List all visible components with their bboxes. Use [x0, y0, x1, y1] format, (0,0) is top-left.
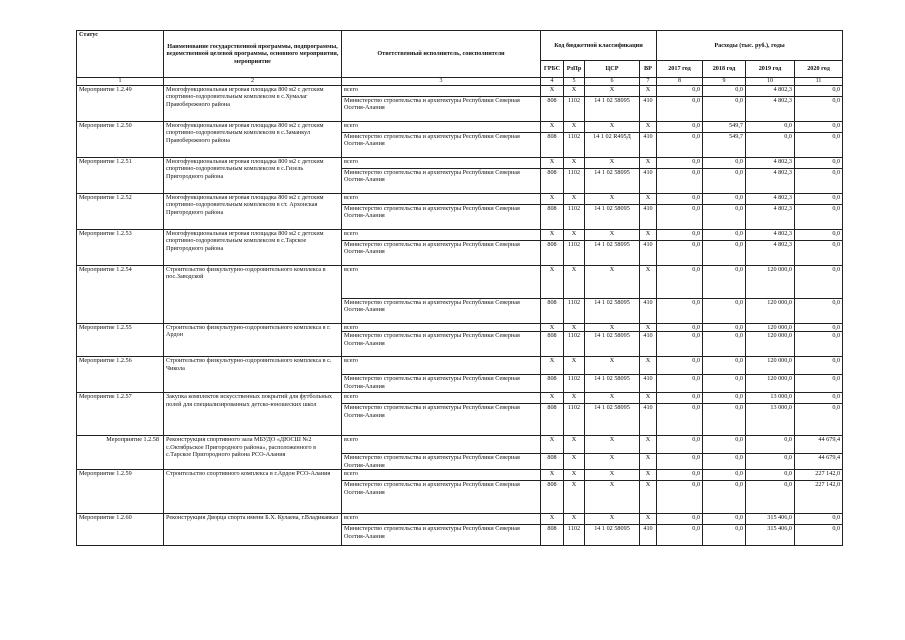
expense-2018-cell: 0,0 [703, 299, 746, 324]
expense-2020-cell: 0,0 [795, 525, 843, 546]
kbk-csr-cell: 14 1 02 58095 [585, 375, 640, 393]
expense-2020-cell: 0,0 [795, 158, 843, 169]
kbk-vr-cell: X [640, 324, 657, 332]
kbk-rzpr-cell: X [564, 158, 585, 169]
header-kbk: Код бюджетной классификации [541, 31, 657, 61]
kbk-rzpr-cell: 1102 [564, 332, 585, 357]
expense-2020-cell: 0,0 [795, 393, 843, 404]
kbk-grbs-cell: 808 [541, 481, 564, 514]
column-number: 5 [564, 78, 585, 86]
activity-total-row [77, 436, 843, 454]
activity-name-cell: Строительство физкультурно-оздоровительного комплекса в пос.Заводской [164, 266, 342, 324]
executor-cell: Министерство строительства и архитектуры Республики Северная Осетия-Алания [342, 375, 541, 393]
expense-2020-cell: 0,0 [795, 194, 843, 205]
kbk-rzpr-cell: X [564, 470, 585, 481]
expense-2020-cell: 0,0 [795, 332, 843, 357]
activities-body [77, 86, 843, 546]
column-number: 3 [342, 78, 541, 86]
expense-2018-cell: 0,0 [703, 266, 746, 299]
kbk-csr-cell: 14 1 02 58095 [585, 404, 640, 436]
expense-2019-cell: 120 000,0 [746, 357, 795, 375]
header-csr: ЦСР [585, 61, 640, 78]
column-number: 10 [746, 78, 795, 86]
kbk-csr-cell: 14 1 02 58095 [585, 205, 640, 230]
header-grbs: ГРБС [541, 61, 564, 78]
kbk-rzpr-cell: 1102 [564, 133, 585, 158]
kbk-rzpr-cell: X [564, 436, 585, 454]
expense-2019-cell: 120 000,0 [746, 324, 795, 332]
activity-name-cell: Закупка комплектов искусственных покрытий для футбольных полей для специализированных детско-юношеских школ [164, 393, 342, 436]
kbk-csr-cell: X [585, 436, 640, 454]
executor-cell: всего [342, 158, 541, 169]
budget-table [76, 30, 843, 546]
activity-status-cell: Мероприятие 1.2.53 [77, 230, 164, 266]
expense-2020-cell: 0,0 [795, 404, 843, 436]
kbk-csr-cell: X [585, 324, 640, 332]
activity-total-row [77, 393, 843, 404]
expense-2020-cell: 227 142,0 [795, 470, 843, 481]
expense-2017-cell: 0,0 [657, 324, 703, 332]
executor-cell: всего [342, 357, 541, 375]
expense-2019-cell: 13 000,0 [746, 393, 795, 404]
kbk-csr-cell: X [585, 230, 640, 241]
expense-2019-cell: 4 802,3 [746, 158, 795, 169]
kbk-vr-cell: X [640, 454, 657, 470]
expense-2018-cell: 0,0 [703, 393, 746, 404]
kbk-csr-cell: 14 1 02 58095 [585, 241, 640, 266]
kbk-vr-cell: X [640, 436, 657, 454]
expense-2017-cell: 0,0 [657, 375, 703, 393]
activity-name-cell: Многофункциональная игровая площадка 800 м2 с детским спортивно-оздоровительным комплексом в с.Тарское Пригородного района [164, 230, 342, 266]
kbk-grbs-cell: 808 [541, 375, 564, 393]
expense-2019-cell: 120 000,0 [746, 375, 795, 393]
executor-cell: Министерство строительства и архитектуры Республики Северная Осетия-Алания [342, 454, 541, 470]
kbk-vr-cell: X [640, 357, 657, 375]
kbk-vr-cell: 410 [640, 375, 657, 393]
kbk-vr-cell: X [640, 158, 657, 169]
kbk-csr-cell: 14 1 02 R495Д [585, 133, 640, 158]
kbk-grbs-cell: X [541, 470, 564, 481]
activity-status-cell: Мероприятие 1.2.49 [77, 86, 164, 122]
expense-2018-cell: 0,0 [703, 436, 746, 454]
expense-2019-cell: 0,0 [746, 122, 795, 133]
expense-2019-cell: 0,0 [746, 436, 795, 454]
expense-2020-cell: 0,0 [795, 241, 843, 266]
header-2020: 2020 год [795, 61, 843, 78]
executor-cell: всего [342, 324, 541, 332]
expense-2017-cell: 0,0 [657, 393, 703, 404]
kbk-grbs-cell: 808 [541, 454, 564, 470]
expense-2019-cell: 120 000,0 [746, 266, 795, 299]
expense-2019-cell: 4 802,3 [746, 86, 795, 97]
kbk-vr-cell: X [640, 393, 657, 404]
executor-cell: всего [342, 470, 541, 481]
kbk-grbs-cell: 808 [541, 332, 564, 357]
kbk-rzpr-cell: X [564, 266, 585, 299]
kbk-rzpr-cell: X [564, 194, 585, 205]
expense-2017-cell: 0,0 [657, 241, 703, 266]
executor-cell: всего [342, 194, 541, 205]
expense-2019-cell: 0,0 [746, 481, 795, 514]
column-number: 11 [795, 78, 843, 86]
expense-2017-cell: 0,0 [657, 514, 703, 525]
activity-total-row [77, 324, 843, 332]
expense-2019-cell: 0,0 [746, 470, 795, 481]
expense-2017-cell: 0,0 [657, 97, 703, 122]
expense-2017-cell: 0,0 [657, 86, 703, 97]
kbk-rzpr-cell: X [564, 324, 585, 332]
kbk-csr-cell: X [585, 122, 640, 133]
expense-2018-cell: 0,0 [703, 357, 746, 375]
header-status: Статус [77, 31, 164, 78]
kbk-csr-cell: X [585, 158, 640, 169]
kbk-vr-cell: 410 [640, 169, 657, 194]
kbk-rzpr-cell: X [564, 481, 585, 514]
kbk-rzpr-cell: 1102 [564, 97, 585, 122]
activity-name-cell: Многофункциональная игровая площадка 800 м2 с детским спортивно-оздоровительным комплексом в с.Заманкул Правобережного района [164, 122, 342, 158]
kbk-csr-cell: X [585, 194, 640, 205]
expense-2017-cell: 0,0 [657, 332, 703, 357]
column-number: 4 [541, 78, 564, 86]
executor-cell: всего [342, 514, 541, 525]
executor-cell: Министерство строительства и архитектуры Республики Северная Осетия-Алания [342, 332, 541, 357]
executor-cell: всего [342, 122, 541, 133]
kbk-rzpr-cell: 1102 [564, 241, 585, 266]
header-name: Наименование государственной программы, подпрограммы, ведомственной целевой программы, основного мероприятия, мероприятие [164, 31, 342, 78]
expense-2020-cell: 227 142,0 [795, 481, 843, 514]
expense-2020-cell: 0,0 [795, 122, 843, 133]
expense-2020-cell: 0,0 [795, 230, 843, 241]
activity-total-row [77, 470, 843, 481]
expense-2019-cell: 4 802,3 [746, 230, 795, 241]
expense-2017-cell: 0,0 [657, 525, 703, 546]
expense-2020-cell: 44 679,4 [795, 436, 843, 454]
activity-name-cell: Реконструкция Дворца спорта имени Б.Х. Кулаева, г.Владикавказ [164, 514, 342, 546]
kbk-rzpr-cell: X [564, 454, 585, 470]
activity-status-cell: Мероприятие 1.2.59 [77, 470, 164, 514]
activity-status-cell: Мероприятие 1.2.55 [77, 324, 164, 357]
expense-2018-cell: 0,0 [703, 169, 746, 194]
activity-name-cell: Многофункциональная игровая площадка 800 м2 с детским спортивно-оздоровительным комплексом в с.Гизель Пригородного района [164, 158, 342, 194]
executor-cell: всего [342, 393, 541, 404]
expense-2020-cell: 0,0 [795, 86, 843, 97]
kbk-vr-cell: 410 [640, 97, 657, 122]
expense-2018-cell: 0,0 [703, 332, 746, 357]
kbk-grbs-cell: 808 [541, 133, 564, 158]
kbk-csr-cell: X [585, 481, 640, 514]
header-expenses: Расходы (тыс. руб.), годы [657, 31, 843, 61]
column-number-row [77, 78, 843, 86]
activity-total-row [77, 230, 843, 241]
kbk-vr-cell: X [640, 514, 657, 525]
expense-2017-cell: 0,0 [657, 230, 703, 241]
expense-2019-cell: 4 802,3 [746, 241, 795, 266]
kbk-grbs-cell: X [541, 393, 564, 404]
kbk-grbs-cell: X [541, 436, 564, 454]
executor-cell: Министерство строительства и архитектуры Республики Северная Осетия-Алания [342, 404, 541, 436]
expense-2019-cell: 0,0 [746, 454, 795, 470]
executor-cell: всего [342, 436, 541, 454]
executor-cell: Министерство строительства и архитектуры Республики Северная Осетия-Алания [342, 481, 541, 514]
kbk-vr-cell: 410 [640, 205, 657, 230]
activity-name-cell: Строительство физкультурно-оздоровительного комплекса в г. Ардон [164, 324, 342, 357]
column-number: 1 [77, 78, 164, 86]
activity-total-row [77, 86, 843, 97]
kbk-grbs-cell: 808 [541, 205, 564, 230]
activity-total-row [77, 194, 843, 205]
kbk-grbs-cell: X [541, 194, 564, 205]
expense-2017-cell: 0,0 [657, 481, 703, 514]
expense-2019-cell: 120 000,0 [746, 299, 795, 324]
executor-cell: Министерство строительства и архитектуры Республики Северная Осетия-Алания [342, 241, 541, 266]
expense-2017-cell: 0,0 [657, 266, 703, 299]
expense-2018-cell: 0,0 [703, 404, 746, 436]
expense-2020-cell: 0,0 [795, 375, 843, 393]
expense-2020-cell: 0,0 [795, 299, 843, 324]
activity-status-cell: Мероприятие 1.2.50 [77, 122, 164, 158]
kbk-vr-cell: X [640, 230, 657, 241]
expense-2018-cell: 0,0 [703, 454, 746, 470]
kbk-grbs-cell: X [541, 357, 564, 375]
executor-cell: Министерство строительства и архитектуры Республики Северная Осетия-Алания [342, 299, 541, 324]
expense-2017-cell: 0,0 [657, 158, 703, 169]
kbk-csr-cell: 14 1 02 58095 [585, 169, 640, 194]
kbk-csr-cell: X [585, 357, 640, 375]
activity-status-cell: Мероприятие 1.2.56 [77, 357, 164, 393]
expense-2018-cell: 549,7 [703, 133, 746, 158]
kbk-csr-cell: 14 1 02 58095 [585, 97, 640, 122]
header-2018: 2018 год [703, 61, 746, 78]
expense-2018-cell: 0,0 [703, 158, 746, 169]
kbk-grbs-cell: 808 [541, 404, 564, 436]
executor-cell: всего [342, 266, 541, 299]
expense-2017-cell: 0,0 [657, 454, 703, 470]
expense-2020-cell: 0,0 [795, 133, 843, 158]
kbk-vr-cell: 410 [640, 133, 657, 158]
activity-total-row [77, 122, 843, 133]
executor-cell: Министерство строительства и архитектуры Республики Северная Осетия-Алания [342, 133, 541, 158]
kbk-vr-cell: X [640, 122, 657, 133]
kbk-vr-cell: X [640, 86, 657, 97]
expense-2018-cell: 0,0 [703, 97, 746, 122]
kbk-rzpr-cell: X [564, 122, 585, 133]
expense-2020-cell: 0,0 [795, 357, 843, 375]
activity-name-cell: Многофункциональная игровая площадка 800 м2 с детским спортивно-оздоровительным комплексом в ст. Архонская Пригородного района [164, 194, 342, 230]
kbk-csr-cell: X [585, 470, 640, 481]
kbk-vr-cell: X [640, 194, 657, 205]
kbk-csr-cell: X [585, 514, 640, 525]
expense-2020-cell: 0,0 [795, 324, 843, 332]
kbk-grbs-cell: X [541, 122, 564, 133]
expense-2018-cell: 0,0 [703, 230, 746, 241]
kbk-rzpr-cell: 1102 [564, 205, 585, 230]
activity-total-row [77, 357, 843, 375]
activity-status-cell: Мероприятие 1.2.57 [77, 393, 164, 436]
expense-2019-cell: 4 802,3 [746, 194, 795, 205]
column-number: 7 [640, 78, 657, 86]
budget-table-page [76, 30, 842, 546]
expense-2019-cell: 4 802,3 [746, 169, 795, 194]
kbk-rzpr-cell: X [564, 357, 585, 375]
kbk-rzpr-cell: X [564, 514, 585, 525]
kbk-csr-cell: 14 1 02 58095 [585, 299, 640, 324]
expense-2019-cell: 0,0 [746, 133, 795, 158]
expense-2018-cell: 0,0 [703, 194, 746, 205]
kbk-rzpr-cell: 1102 [564, 525, 585, 546]
expense-2018-cell: 0,0 [703, 470, 746, 481]
kbk-rzpr-cell: X [564, 86, 585, 97]
kbk-grbs-cell: X [541, 230, 564, 241]
expense-2017-cell: 0,0 [657, 436, 703, 454]
kbk-vr-cell: 410 [640, 299, 657, 324]
expense-2019-cell: 4 802,3 [746, 205, 795, 230]
activity-status-cell: Мероприятие 1.2.54 [77, 266, 164, 324]
expense-2019-cell: 315 406,0 [746, 514, 795, 525]
expense-2017-cell: 0,0 [657, 404, 703, 436]
header-vr: ВР [640, 61, 657, 78]
expense-2020-cell: 0,0 [795, 169, 843, 194]
kbk-grbs-cell: X [541, 324, 564, 332]
activity-name-cell: Многофункциональная игровая площадка 800 м2 с детским спортивно-оздоровительным комплексом в с.Хумалаг Правобережного района [164, 86, 342, 122]
kbk-vr-cell: X [640, 470, 657, 481]
column-number: 9 [703, 78, 746, 86]
kbk-grbs-cell: 808 [541, 169, 564, 194]
header-2019: 2019 год [746, 61, 795, 78]
kbk-csr-cell: 14 1 02 58095 [585, 332, 640, 357]
activity-name-cell: Строительство спортивного комплекса в г.Ардон РСО-Алания [164, 470, 342, 514]
header-executor: Ответственный исполнитель, соисполнители [342, 31, 541, 78]
kbk-csr-cell: X [585, 86, 640, 97]
executor-cell: всего [342, 230, 541, 241]
kbk-rzpr-cell: 1102 [564, 404, 585, 436]
activity-total-row [77, 158, 843, 169]
activity-status-cell: Мероприятие 1.2.58 [77, 436, 164, 470]
activity-total-row [77, 266, 843, 299]
kbk-grbs-cell: 808 [541, 525, 564, 546]
header-rzpr: РзПр [564, 61, 585, 78]
executor-cell: Министерство строительства и архитектуры Республики Северная Осетия-Алания [342, 169, 541, 194]
kbk-grbs-cell: 808 [541, 299, 564, 324]
expense-2018-cell: 0,0 [703, 205, 746, 230]
executor-cell: всего [342, 86, 541, 97]
expense-2019-cell: 4 802,3 [746, 97, 795, 122]
executor-cell: Министерство строительства и архитектуры Республики Северная Осетия-Алания [342, 205, 541, 230]
activity-status-cell: Мероприятие 1.2.52 [77, 194, 164, 230]
expense-2017-cell: 0,0 [657, 133, 703, 158]
activity-name-cell: Строительство физкультурно-оздоровительного комплекса в с. Чикола [164, 357, 342, 393]
kbk-rzpr-cell: X [564, 230, 585, 241]
kbk-vr-cell: X [640, 481, 657, 514]
expense-2017-cell: 0,0 [657, 299, 703, 324]
kbk-rzpr-cell: 1102 [564, 299, 585, 324]
expense-2018-cell: 0,0 [703, 241, 746, 266]
column-number: 2 [164, 78, 342, 86]
expense-2019-cell: 315 406,0 [746, 525, 795, 546]
kbk-vr-cell: 410 [640, 525, 657, 546]
kbk-csr-cell: X [585, 266, 640, 299]
kbk-csr-cell: X [585, 393, 640, 404]
kbk-vr-cell: 410 [640, 241, 657, 266]
expense-2020-cell: 0,0 [795, 97, 843, 122]
header-2017: 2017 год [657, 61, 703, 78]
expense-2018-cell: 0,0 [703, 525, 746, 546]
expense-2020-cell: 0,0 [795, 514, 843, 525]
kbk-rzpr-cell: X [564, 393, 585, 404]
executor-cell: Министерство строительства и архитектуры Республики Северная Осетия-Алания [342, 97, 541, 122]
kbk-grbs-cell: 808 [541, 241, 564, 266]
executor-cell: Министерство строительства и архитектуры Республики Северная Осетия-Алания [342, 525, 541, 546]
kbk-rzpr-cell: 1102 [564, 169, 585, 194]
kbk-grbs-cell: X [541, 266, 564, 299]
kbk-grbs-cell: 808 [541, 97, 564, 122]
kbk-csr-cell: 14 1 02 58095 [585, 525, 640, 546]
kbk-vr-cell: 410 [640, 332, 657, 357]
kbk-vr-cell: X [640, 266, 657, 299]
expense-2019-cell: 13 000,0 [746, 404, 795, 436]
expense-2017-cell: 0,0 [657, 357, 703, 375]
activity-status-cell: Мероприятие 1.2.51 [77, 158, 164, 194]
kbk-grbs-cell: X [541, 514, 564, 525]
expense-2018-cell: 0,0 [703, 324, 746, 332]
expense-2019-cell: 120 000,0 [746, 332, 795, 357]
kbk-grbs-cell: X [541, 86, 564, 97]
expense-2020-cell: 0,0 [795, 266, 843, 299]
kbk-vr-cell: 410 [640, 404, 657, 436]
expense-2017-cell: 0,0 [657, 169, 703, 194]
activity-status-cell: Мероприятие 1.2.60 [77, 514, 164, 546]
expense-2017-cell: 0,0 [657, 194, 703, 205]
expense-2020-cell: 0,0 [795, 205, 843, 230]
kbk-grbs-cell: X [541, 158, 564, 169]
expense-2018-cell: 549,7 [703, 122, 746, 133]
activity-total-row [77, 514, 843, 525]
expense-2018-cell: 0,0 [703, 481, 746, 514]
expense-2020-cell: 44 679,4 [795, 454, 843, 470]
kbk-csr-cell: X [585, 454, 640, 470]
expense-2018-cell: 0,0 [703, 514, 746, 525]
expense-2017-cell: 0,0 [657, 122, 703, 133]
expense-2018-cell: 0,0 [703, 375, 746, 393]
activity-name-cell: Реконструкция спортивного зала МБУДО «ДЮСШ №2 с.Октябрьское Пригородного района», расположенного в с.Тарское Пригородного района РСО-Алания [164, 436, 342, 470]
expense-2018-cell: 0,0 [703, 86, 746, 97]
column-number: 6 [585, 78, 640, 86]
expense-2017-cell: 0,0 [657, 205, 703, 230]
kbk-rzpr-cell: 1102 [564, 375, 585, 393]
expense-2017-cell: 0,0 [657, 470, 703, 481]
column-number: 8 [657, 78, 703, 86]
